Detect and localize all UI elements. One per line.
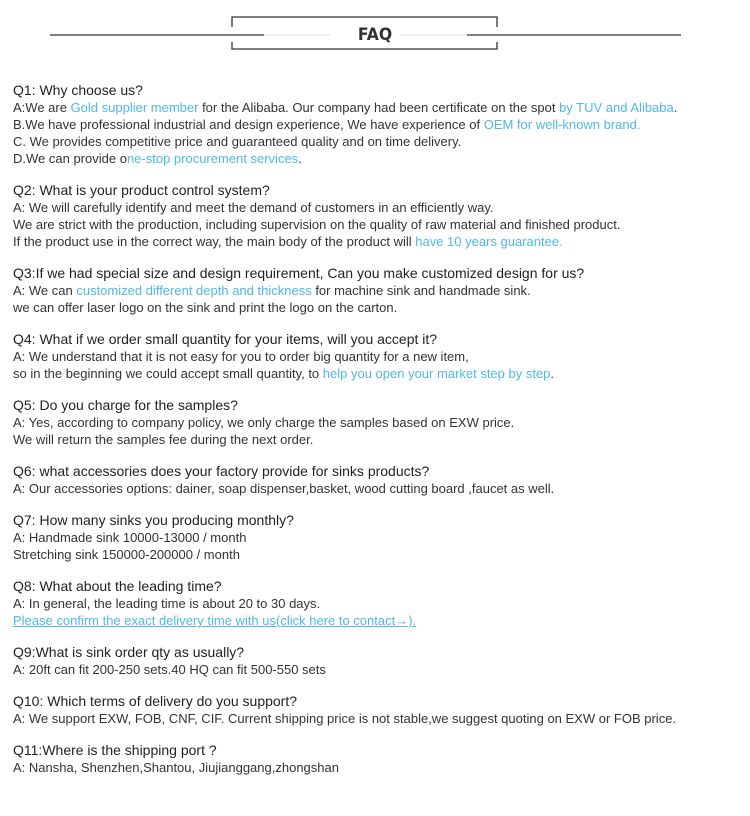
faq-question: Q5: Do you charge for the samples?	[13, 397, 238, 413]
faq-answer-line	[13, 612, 748, 629]
faq-answer-line	[13, 150, 748, 167]
answer-text: If the product use in the correct way, the main body of the product will	[13, 234, 416, 249]
answer-text: we can offer laser logo on the sink and print the logo on the carton.	[13, 300, 398, 315]
faq-answer-line	[13, 414, 748, 431]
faq-answer-line	[13, 233, 748, 250]
answer-text: A:We are	[13, 100, 71, 115]
answer-text: A: Nansha, Shenzhen,Shantou, Jiujianggang,zhongshan	[13, 760, 339, 775]
faq-answer-line	[13, 282, 748, 299]
answer-text: A: Yes, according to company policy, we only charge the samples based on EXW price.	[13, 415, 515, 430]
faq-question: Q11:Where is the shipping port ?	[13, 742, 217, 758]
faq-answer-line	[13, 216, 748, 233]
answer-text: for the Alibaba. Our company had been certificate on the spot	[198, 100, 560, 115]
faq-answer-line	[13, 365, 748, 382]
faq-list	[13, 82, 748, 791]
faq-answer-line	[13, 199, 748, 216]
answer-text: A: We support EXW, FOB, CNF, CIF. Current shipping price is not stable,we suggest quoting on EXW or FOB price.	[13, 711, 677, 726]
faq-question: Q8: What about the leading time?	[13, 578, 222, 594]
faq-answer-line	[13, 546, 748, 563]
answer-text: B.We have professional industrial and design experience, We have experience of	[13, 117, 484, 132]
faq-item	[13, 512, 748, 563]
faq-answer-line	[13, 348, 748, 365]
faq-question: Q7: How many sinks you producing monthly?	[13, 512, 294, 528]
answer-text: We are strict with the production, including supervision on the quality of raw material and finished product.	[13, 217, 621, 232]
faq-answer-line	[13, 710, 748, 727]
faq-item	[13, 182, 748, 250]
answer-text: for machine sink and handmade sink.	[311, 283, 531, 298]
highlight-text: by TUV and Alibaba	[559, 100, 674, 115]
faq-title: FAQ	[357, 25, 393, 45]
faq-question: Q3:If we had special size and design requirement, Can you make customized design for us?	[13, 265, 585, 281]
faq-answer-line	[13, 116, 748, 133]
highlight-text: ne-stop procurement services	[126, 151, 299, 166]
faq-question: Q6: what accessories does your factory provide for sinks products?	[13, 463, 430, 479]
answer-text: We will return the samples fee during the next order.	[13, 432, 314, 447]
answer-text: A: We can	[13, 283, 77, 298]
faq-answer-line	[13, 480, 748, 497]
answer-text: so in the beginning we could accept small quantity, to	[13, 366, 323, 381]
answer-text: .	[298, 151, 302, 166]
faq-question: Q1: Why choose us?	[13, 82, 143, 98]
highlight-text: Gold supplier member	[70, 100, 199, 115]
faq-item	[13, 82, 748, 167]
faq-item	[13, 742, 748, 776]
answer-text: C. We provides competitive price and guaranteed quality and on time delivery.	[13, 134, 462, 149]
faq-item	[13, 578, 748, 629]
answer-text: .	[673, 100, 678, 115]
answer-text: A: 20ft can fit 200-250 sets.40 HQ can fit 500-550 sets	[13, 662, 326, 677]
faq-item	[13, 644, 748, 678]
faq-item	[13, 463, 748, 497]
answer-text: A: Our accessories options: dainer, soap dispenser,basket, wood cutting board ,faucet as well.	[13, 481, 555, 496]
faq-answer-line	[13, 299, 748, 316]
faq-answer-line	[13, 133, 748, 150]
faq-answer-line	[13, 661, 748, 678]
highlight-text: OEM for well-known brand.	[483, 117, 641, 132]
faq-item	[13, 331, 748, 382]
faq-item	[13, 693, 748, 727]
answer-text: D.We can provide o	[13, 151, 127, 166]
faq-question: Q9:What is sink order qty as usually?	[13, 644, 245, 660]
answer-text: .	[550, 366, 555, 381]
faq-answer-line	[13, 431, 748, 448]
faq-question: Q2: What is your product control system?	[13, 182, 270, 198]
faq-item	[13, 265, 748, 316]
faq-header	[0, 0, 750, 60]
highlight-text: have 10 years guarantee.	[415, 234, 563, 249]
answer-text: A: Handmade sink 10000-13000 / month	[13, 530, 247, 545]
answer-text: Stretching sink 150000-200000 / month	[13, 547, 240, 562]
faq-answer-line	[13, 99, 748, 116]
faq-question: Q4: What if we order small quantity for your items, will you accept it?	[13, 331, 438, 347]
answer-text: A: We will carefully identify and meet the demand of customers in an efficiently way.	[13, 200, 494, 215]
faq-question: Q10: Which terms of delivery do you support?	[13, 693, 298, 709]
faq-answer-line	[13, 595, 748, 612]
answer-text: A: In general, the leading time is about 20 to 30 days.	[13, 596, 321, 611]
faq-answer-line	[13, 529, 748, 546]
contact-link[interactable]: Please confirm the exact delivery time with us(click here to contact→).	[13, 613, 417, 628]
highlight-text: customized different depth and thickness	[76, 283, 312, 298]
faq-item	[13, 397, 748, 448]
faq-answer-line	[13, 759, 748, 776]
answer-text: A: We understand that it is not easy for you to order big quantity for a new item,	[13, 349, 469, 364]
highlight-text: help you open your market step by step	[322, 366, 551, 381]
